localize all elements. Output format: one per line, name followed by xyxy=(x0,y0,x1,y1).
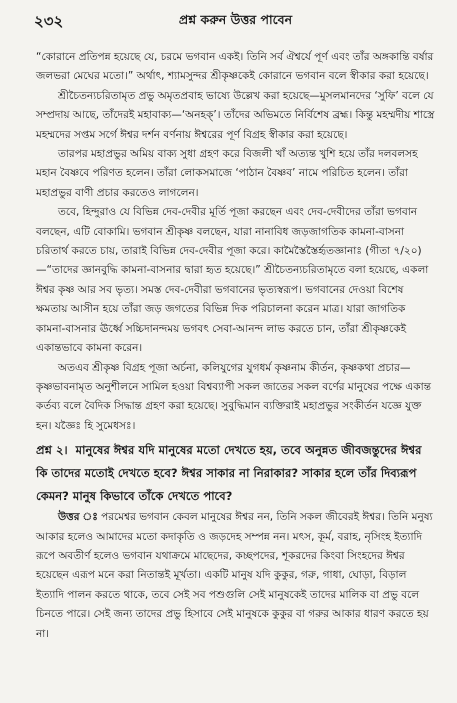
running-title: প্রশ্ন করুন উত্তর পাবেন xyxy=(178,12,293,27)
answer-label: উত্তর ঃ xyxy=(58,511,98,524)
question-label: প্রশ্ন ২। xyxy=(36,443,68,458)
page-header xyxy=(34,10,437,40)
answer-text: পরমেশ্বর ভগবান কেবল মানুষের ঈশ্বর নন, তিনি সকল জীবেরই ঈশ্বর। তিনি মনুষ্য আকার হলেও আমাদের মতো কদাকৃতি ও জড়দেহ সম্পন্ন নন। মৎস, কূর্ম, বরাহ, নৃসিংহ ইত্যাদি রূপে অবতীর্ণ হলেও ভগবান যথাক্রমে মাছেদের, কচ্ছপদের, শূকরদের কিংবা সিংহদের ঈশ্বর হয়েছেন এরূপ মনে করা নিতান্তই মূর্খতা। একটি মানুষ যদি কুকুর, গরু, গাধা, ঘোড়া, বিড়াল ইত্যাদি পালন করতে থাকে, তবে সেই সব পশুগুলি সেই মানুষকেই তাদের মালিক বা প্রভু বলে চিনতে পারে। সেই জন্য তাদের প্রভু হিসাবে সেই মানুষকে কুকুর বা গরুর আকার ধারণ করতে হয় না। xyxy=(36,511,433,640)
paragraph-sufi: শ্রীচৈতন্যচরিতামৃত প্রভু অমৃতপ্রবাহ ভাষ্যে উল্লেখ করা হয়েছে—মুসলমানদের ‘সুফি’ বলে যে সম্প্রদায় আছে, তাঁদেরই মহাবাক্য—‘অনহক্’। তাঁদের অভিমতে নির্বিশেষ ব্রহ্ম। কিন্তু মহম্মদীয় শাস্ত্রে মহম্মদের সপ্তম সর্গে ঈশ্বর দর্শন বর্ণনায় ঈশ্বরের পূর্ণ বিগ্রহ স্বীকার করা হয়েছে। xyxy=(36,89,435,141)
question-text: মানুষের ঈশ্বর যদি মানুষের মতো দেখতে হয়, তবে অনুন্নত জীবজন্তুদের ঈশ্বর কি তাদের মতোই দেখতে হবে? ঈশ্বর সাকার না নিরাকার? সাকার হলে তাঁর দিব্যরূপ কেমন? মানুষ কিভাবে তাঁকে দেখতে পাবে? xyxy=(36,443,422,504)
paragraph-quote: “কোরানে প্রতিপন্ন হয়েছে যে, চরমে ভগবান একই। তিনি সর্ব ঐশ্বর্যে পূর্ণ এবং তাঁর অঙ্গকান্তি বর্ষার জলভরা মেঘের মতো।” অর্থাৎ, শ্যামসুন্দর শ্রীকৃষ্ণকেই কোরানে ভগবান বলে স্বীকার করা হয়েছে। xyxy=(36,51,434,83)
paragraph-demigods: তবে, হিন্দুরাও যে বিভিন্ন দেব-দেবীর মূর্তি পূজা করছেন এবং দেব-দেবীদের তাঁরা ভগবান বলছেন, এটি বোকামি। ভগবান শ্রীকৃষ্ণ বলছেন, যারা নানাবিধ জড়জাগতিক কামনা-বাসনা চরিতার্থ করতে চায়, তারাই বিভিন্ন দেব-দেবীর পূজা করে। কামৈস্তৈস্তৈর্হৃতজ্ঞানাঃ (গীতা ৭/২০)—“তাদের জ্ঞানবুদ্ধি কামনা-বাসনার দ্বারা হৃত হয়েছে।” শ্রীচৈতন্যচরিতামৃতে বলা হয়েছে, একলা ঈশ্বর কৃষ্ণ আর সব ভৃত্য। সমস্ত দেব-দেবীরা ভগবানের ভৃত্যস্বরূপ। ভগবানের দেওয়া বিশেষ ক্ষমতায় আসীন হয়ে তাঁরা জড় জগতের বিভিন্ন দিক পরিচালনা করেন মাত্র। যারা জাগতিক কামনা-বাসনার ঊর্ধ্বে সচ্চিদানন্দময় ভগবৎ সেবা-আনন্দ লাভ করতে চান, তাঁরা শ্রীকৃষ্ণকেই একান্তভাবে কামনা করেন। xyxy=(36,206,429,355)
paragraph-bijli-khan: তারপর মহাপ্রভুর অমিয় বাক্য সুধা গ্রহণ করে বিজলী খাঁ অত্যন্ত খুশি হয়ে তাঁর দলবলসহ মহান বৈষ্ণবে পরিণত হলেন। তাঁরা লোকসমাজে ‘পাঠান বৈষ্ণব’ নামে পরিচিত হলেন। তাঁরা মহাপ্রভুর বাণী প্রচার করতেও লাগলেন। xyxy=(36,148,418,199)
answer-block xyxy=(36,508,435,644)
question-block xyxy=(36,439,435,508)
paragraph-conclusion: অতএব শ্রীকৃষ্ণ বিগ্রহ পূজা অর্চনা, কলিযুগের যুগধর্ম কৃষ্ণনাম কীর্তন, কৃষ্ণকথা প্রচার—কৃষ্ণভাবনামৃত অনুশীলনে সামিল হওয়া বিশ্বব্যাপী সকল জাতের সকল বর্ণের মানুষের পক্ষে একান্ত কর্তব্য বলে বৈদিক সিদ্ধান্ত গ্রহণ করা হয়েছে। সুবুদ্ধিমান ব্যক্তিরাই মহাপ্রভুর সংকীর্তন যজ্ঞে যুক্ত হন। যজ্ঞৈঃ হি সুমেধসঃ। xyxy=(36,361,431,432)
page-body xyxy=(36,48,435,699)
page-number: ২৩২ xyxy=(34,12,64,30)
